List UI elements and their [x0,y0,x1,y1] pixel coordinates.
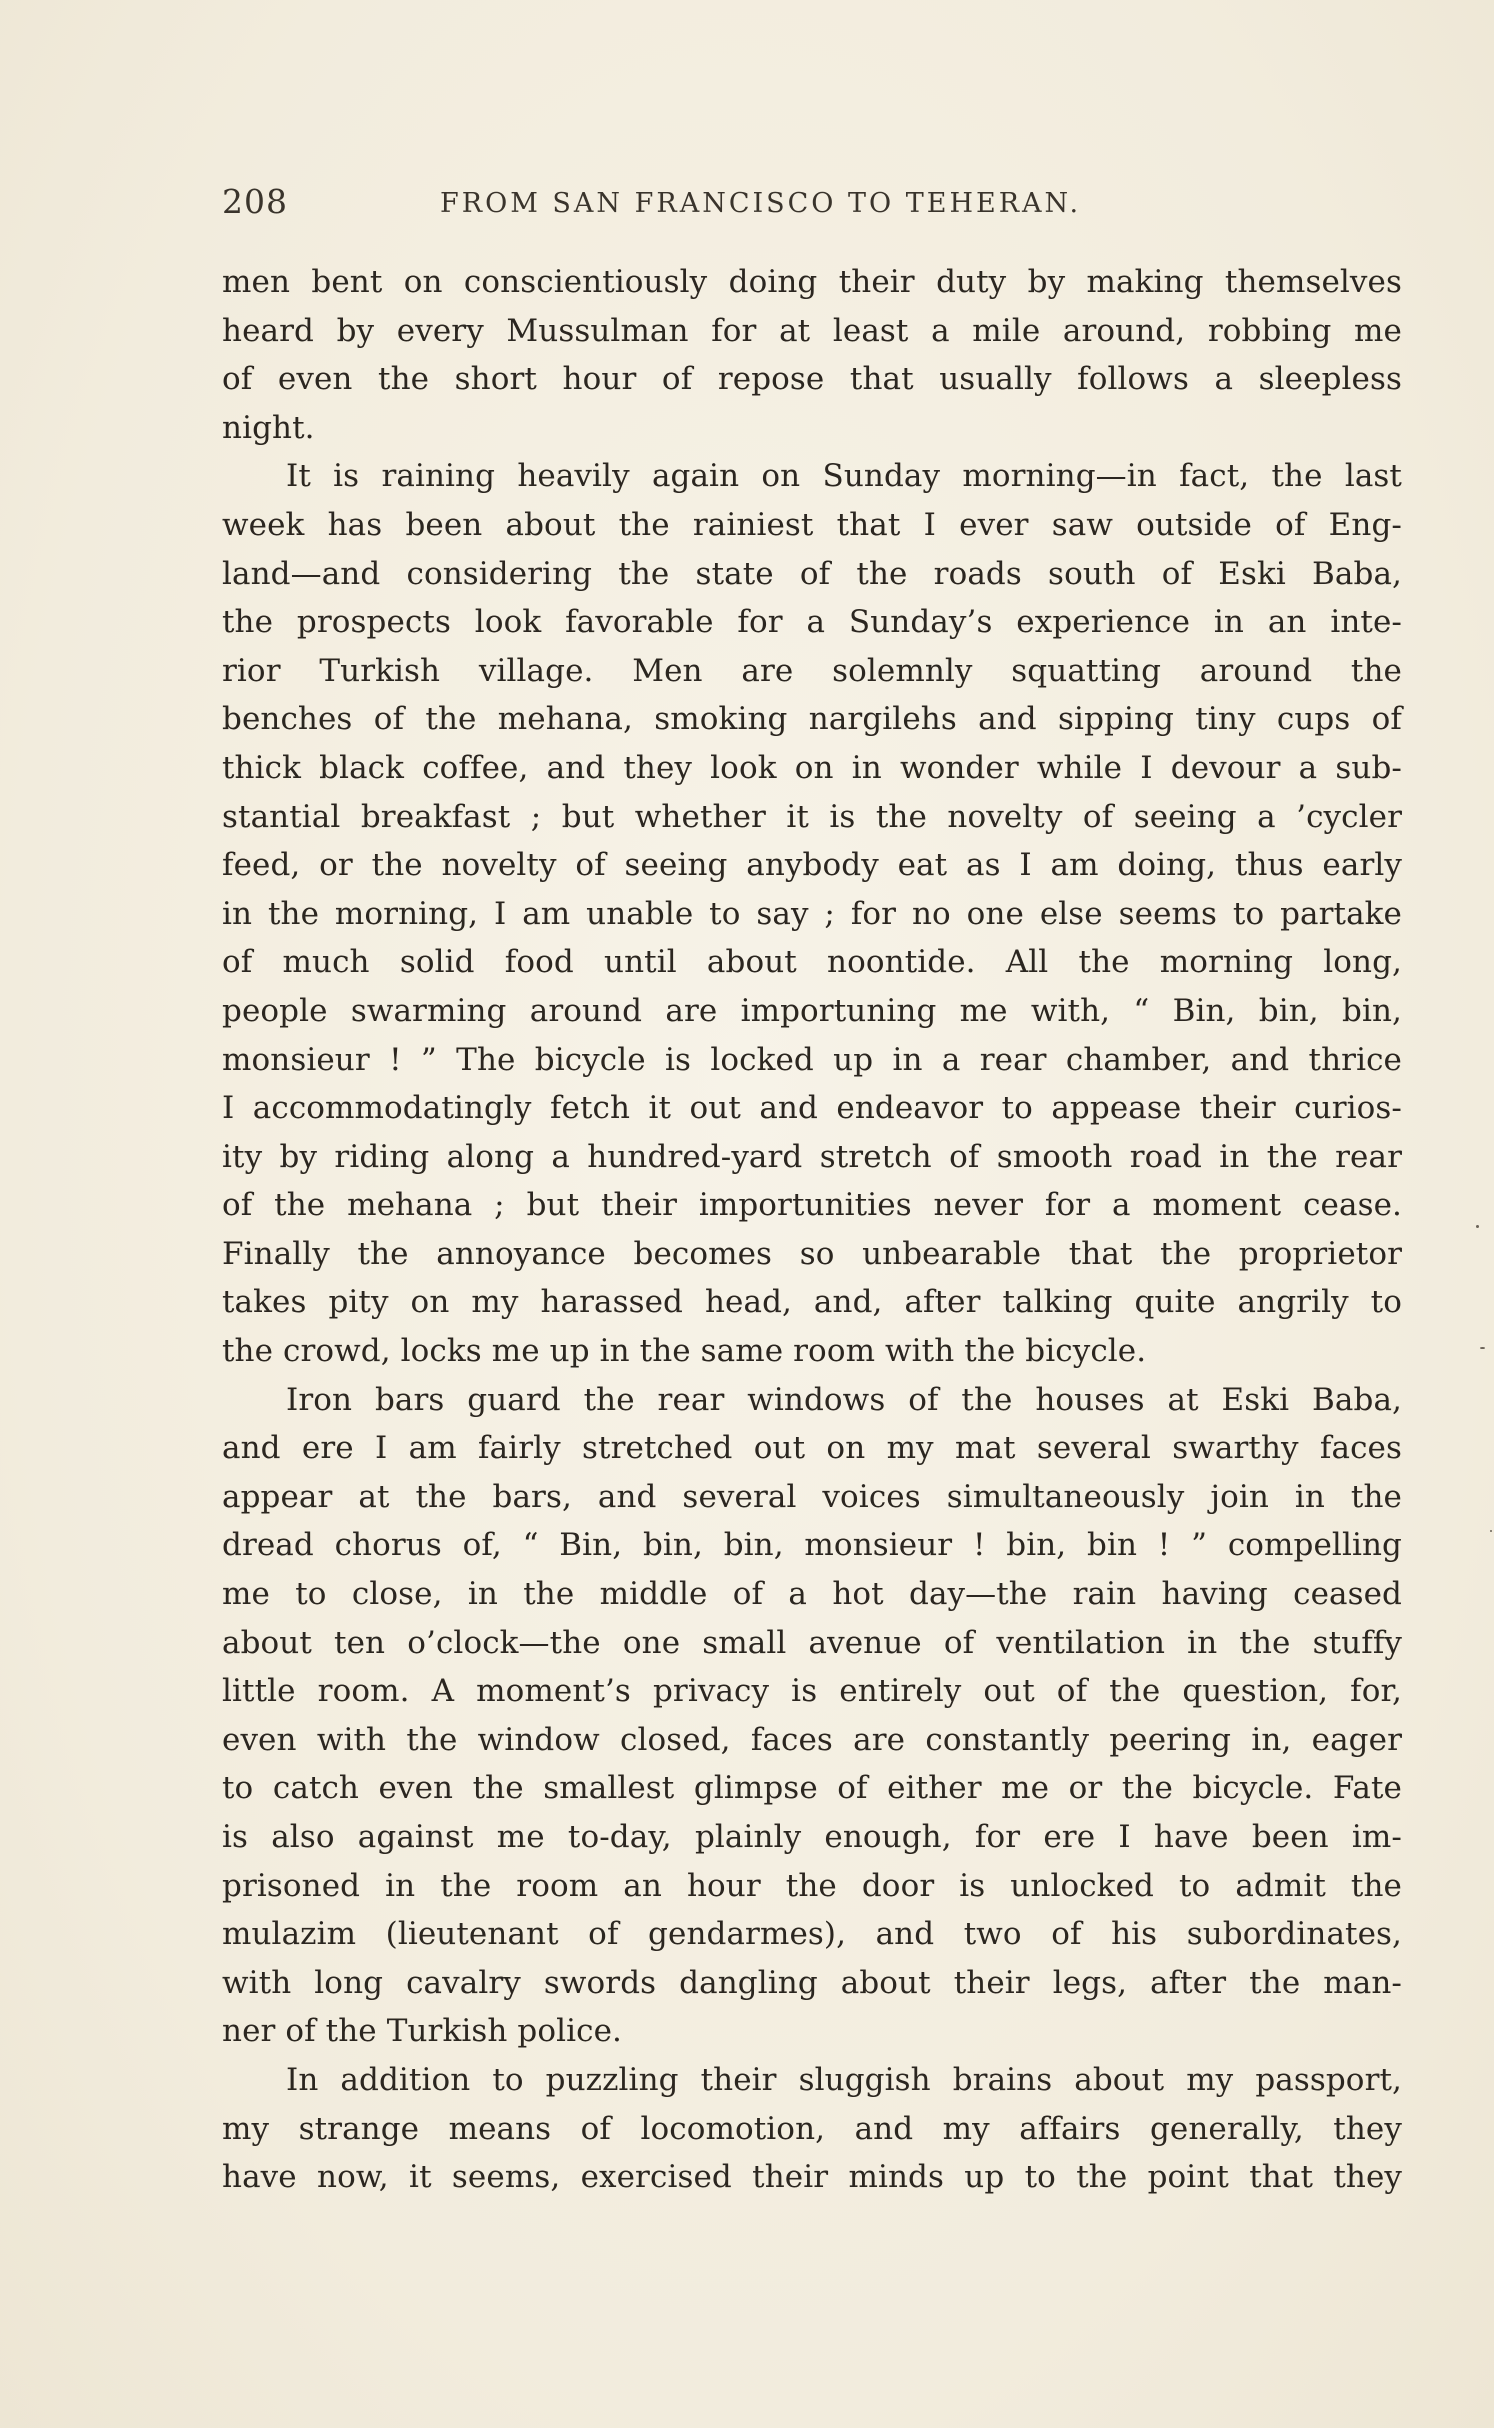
text-line: to catch even the smallest glimpse of either me or the bicycle. Fate [222,1770,1402,1807]
text-line: me to close, in the middle of a hot day—the rain having ceased [222,1576,1402,1613]
text-line: about ten o’clock—the one small avenue of ventilation in the stuffy [222,1624,1402,1661]
text-line: people swarming around are importuning me with, “ Bin, bin, bin, [222,992,1402,1029]
text-line: monsieur ! ” The bicycle is locked up in a rear chamber, and thrice [222,1041,1402,1078]
print-speck [1480,1347,1485,1349]
text-line: heard by every Mussulman for at least a mile around, robbing me [222,312,1402,349]
text-line: It is raining heavily again on Sunday morning—in fact, the last [286,458,1402,495]
text-line: rior Turkish village. Men are solemnly squatting around the [222,652,1402,689]
text-line: ner of the Turkish police. [222,2013,622,2050]
text-line: of the mehana ; but their importunities never for a moment cease. [222,1187,1402,1224]
text-line: benches of the mehana, smoking nargilehs and sipping tiny cups of [222,701,1402,738]
text-line: of much solid food until about noontide. All the morning long, [222,944,1402,981]
text-line: mulazim (lieutenant of gendarmes), and two of his subordinates, [222,1916,1402,1953]
text-line: feed, or the novelty of seeing anybody eat as I am doing, thus early [222,847,1402,884]
text-line: appear at the bars, and several voices simultaneously join in the [222,1478,1402,1515]
text-line: prisoned in the room an hour the door is unlocked to admit the [222,1867,1402,1904]
text-line: stantial breakfast ; but whether it is the novelty of seeing a ’cycler [222,798,1402,835]
text-line: Finally the annoyance becomes so unbearable that the proprietor [222,1235,1402,1272]
text-line: men bent on conscientiously doing their duty by making themselves [222,264,1402,300]
print-speck [1476,1225,1479,1228]
text-line: my strange means of locomotion, and my affairs generally, they [222,2110,1402,2147]
text-line: the prospects look favorable for a Sunday’s experience in an inte- [222,604,1402,641]
text-line: night. [222,409,315,446]
running-head: FROM SAN FRANCISCO TO TEHERAN. [440,188,1082,219]
text-line: in the morning, I am unable to say ; for no one else seems to partake [222,895,1402,932]
text-line: with long cavalry swords dangling about their legs, after the man- [222,1964,1402,2001]
text-line: little room. A moment’s privacy is entirely out of the question, for, [222,1673,1402,1710]
print-speck [1490,1530,1492,1532]
text-line: and ere I am fairly stretched out on my mat several swarthy faces [222,1430,1402,1467]
text-line: dread chorus of, “ Bin, bin, bin, monsieur ! bin, bin ! ” compelling [222,1527,1402,1564]
text-line: the crowd, locks me up in the same room with the bicycle. [222,1333,1147,1370]
text-line: is also against me to-day, plainly enough, for ere I have been im- [222,1819,1402,1855]
text-line: have now, it seems, exercised their minds up to the point that they [222,2159,1402,2196]
text-line: land—and considering the state of the roads south of Eski Baba, [222,555,1402,592]
text-line: In addition to puzzling their sluggish brains about my passport, [286,2061,1402,2098]
text-line: Iron bars guard the rear windows of the houses at Eski Baba, [286,1381,1402,1418]
text-line: of even the short hour of repose that usually follows a sleepless [222,361,1402,398]
text-line: even with the window closed, faces are constantly peering in, eager [222,1721,1402,1758]
text-line: I accommodatingly fetch it out and endeavor to appease their curios- [222,1090,1402,1127]
page-number: 208 [222,182,288,221]
body-text [222,258,1402,2202]
text-line: thick black coffee, and they look on in wonder while I devour a sub- [222,749,1402,786]
text-line: ity by riding along a hundred-yard stretch of smooth road in the rear [222,1138,1402,1175]
page-header [222,182,1402,232]
text-line: takes pity on my harassed head, and, after talking quite angrily to [222,1284,1402,1321]
text-line: week has been about the rainiest that I ever saw outside of Eng- [222,506,1402,543]
